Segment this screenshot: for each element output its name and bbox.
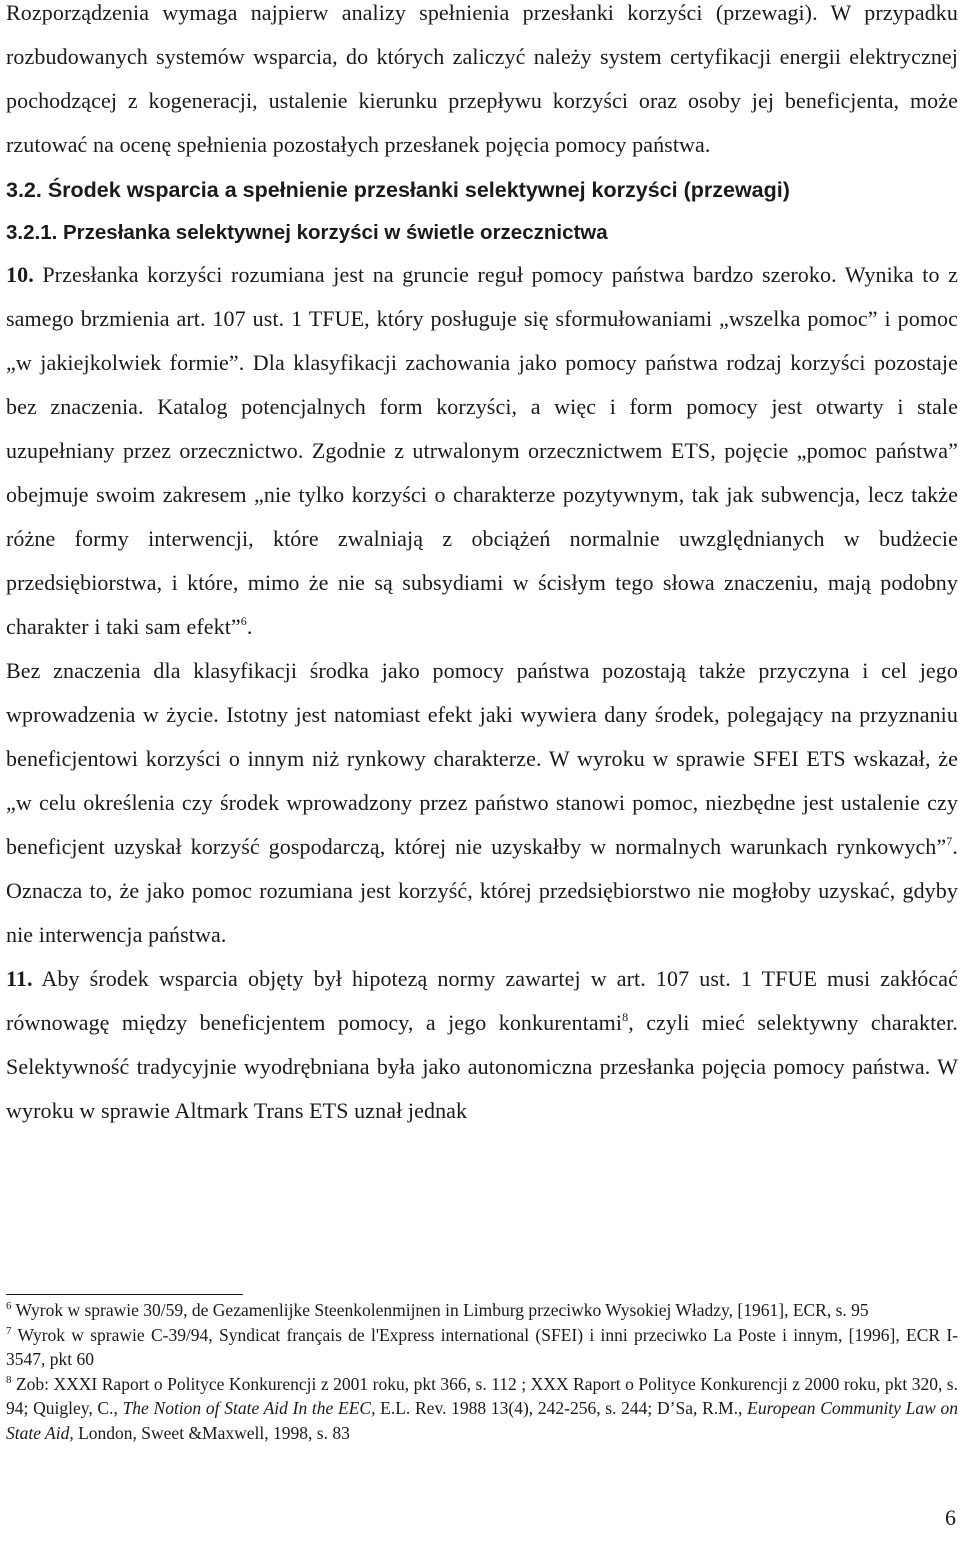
- footnote-text: London, Sweet &Maxwell, 1998, s. 83: [73, 1422, 350, 1443]
- footnote-ref-6[interactable]: 6: [240, 614, 247, 628]
- paragraph-10: [6, 253, 958, 649]
- document-page: [6, 0, 958, 1133]
- footnote-mark: 6: [6, 1300, 12, 1312]
- paragraph-text-end: .: [246, 614, 253, 639]
- paragraph-text-end: , czyli mieć selektywny charakter. Selektywność tradycyjnie wyodrębniana była jako autonomiczna przesłanka pojęcia pomocy państwa. W wyroku w sprawie Altmark Trans ETS uznał jednak: [6, 1010, 958, 1123]
- footnote-divider: [6, 1294, 243, 1295]
- footnote-ref-8[interactable]: 8: [622, 1010, 629, 1024]
- footnote-mark: 7: [6, 1324, 12, 1337]
- paragraph-number: 11.: [6, 966, 33, 991]
- footnote-text: E.L. Rev. 1988 13(4), 242-256, s. 244; D’Sa, R.M.,: [375, 1398, 748, 1418]
- section-heading-3-2: 3.2. Środek wsparcia a spełnienie przesłanki selektywnej korzyści (przewagi): [6, 178, 790, 202]
- footnote-text: Wyrok w sprawie C-39/94, Syndicat français de l'Express international (SFEI) i inni przeciwko La Poste i innym, [1996], ECR I-3547, pkt 60: [6, 1324, 958, 1369]
- page-number: 6: [945, 1505, 956, 1530]
- paragraph-text: Aby środek wsparcia objęty był hipotezą normy zawartej w art. 107 ust. 1 TFUE musi zakłócać równowagę między beneficjentem pomocy, a jego konkurentami: [6, 966, 958, 1035]
- paragraph-text: Przesłanka korzyści rozumiana jest na gruncie reguł pomocy państwa bardzo szeroko. Wynika to z samego brzmienia art. 107 ust. 1 TFUE, który posługuje się sformułowaniami „wszelka pomoc” i pomoc „w jakiejkolwiek formie”. Dla klasyfikacji zachowania jako pomocy państwa rodzaj korzyści pozostaje bez znaczenia. Katalog potencjalnych form korzyści, a więc i form pomocy jest otwarty i stale uzupełniany przez orzecznictwo. Zgodnie z utrwalonym orzecznictwem ETS, pojęcie „pomoc państwa” obejmuje swoim zakresem „nie tylko korzyści o charakterze pozytywnym, tak jak subwencja, lecz także różne formy interwencji, które zwalniają z obciążeń normalnie uwzględnianych w budżecie przedsiębiorstwa, i które, mimo że nie są subsydiami w ścisłym tego słowa znaczeniu, mają podobny charakter i taki sam efekt”: [6, 262, 958, 639]
- footnote-text: Zob: XXXI Raport o Polityce Konkurencji z 2001 roku, pkt 366, s. 112 ; XXX Raport o Polityce Konkurencji z 2000 roku, pkt 320, s. 94; Quigley, C.,: [6, 1373, 958, 1418]
- footnote-6: [6, 1298, 958, 1323]
- footnote-mark: 8: [6, 1373, 12, 1386]
- paragraph-10-continued: [6, 649, 958, 957]
- footnote-7: [6, 1323, 958, 1372]
- footnotes-section: [6, 1298, 958, 1445]
- paragraph-number: 10.: [6, 262, 34, 287]
- footnote-title-italic: European Community Law on State Aid,: [6, 1398, 959, 1443]
- intro-paragraph: Rozporządzenia wymaga najpierw analizy spełnienia przesłanki korzyści (przewagi). W przypadku rozbudowanych systemów wsparcia, do których zaliczyć należy system certyfikacji energii elektrycznej pochodzącej z kogeneracji, ustalenie kierunku przepływu korzyści oraz osoby jej beneficjenta, może rzutować na ocenę spełnienia pozostałych przesłanek pojęcia pomocy państwa.: [6, 0, 958, 157]
- section-heading-3-2-1: 3.2.1. Przesłanka selektywnej korzyści w świetle orzecznictwa: [6, 221, 608, 244]
- paragraph-11: [6, 957, 958, 1133]
- footnote-ref-7[interactable]: 7: [946, 834, 953, 848]
- footnote-title-italic: The Notion of State Aid In the EEC,: [122, 1398, 376, 1418]
- footnote-8: [6, 1372, 958, 1446]
- paragraph-text-end: . Oznacza to, że jako pomoc rozumiana jest korzyść, której przedsiębiorstwo nie mogłoby uzyskać, gdyby nie interwencja państwa.: [6, 834, 958, 947]
- paragraph-text: Bez znaczenia dla klasyfikacji środka jako pomocy państwa pozostają także przyczyna i cel jego wprowadzenia w życie. Istotny jest natomiast efekt jaki wywiera dany środek, polegający na przyznaniu beneficjentowi korzyści o innym niż rynkowy charakterze. W wyroku w sprawie SFEI ETS wskazał, że „w celu określenia czy środek wprowadzony przez państwo stanowi pomoc, niezbędne jest ustalenie czy beneficjent uzyskał korzyść gospodarczą, której nie uzyskałby w normalnych warunkach rynkowych”: [6, 658, 958, 859]
- footnote-text: Wyrok w sprawie 30/59, de Gezamenlijke Steenkolenmijnen in Limburg przeciwko Wysokiej Władzy, [1961], ECR, s. 95: [11, 1300, 869, 1320]
